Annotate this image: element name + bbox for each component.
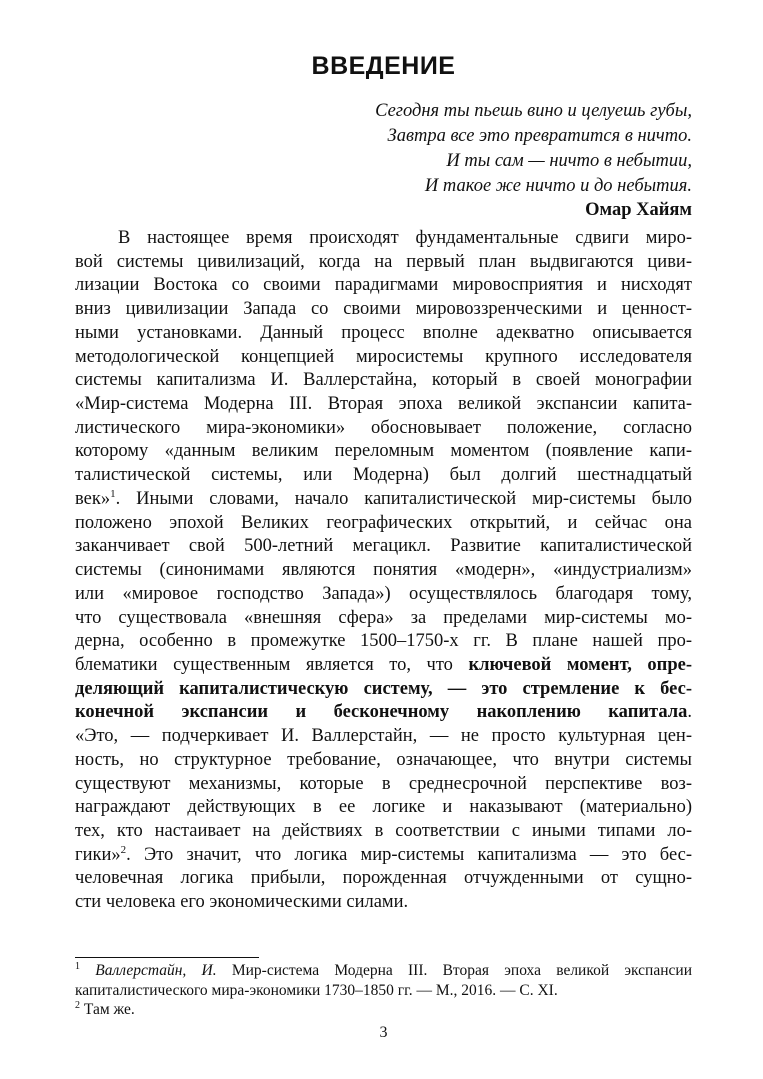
text-line: В настоящее время происходят фундаментальные сдвиги миро- [118, 228, 692, 248]
text-line: которому «данным великим переломным моментом (появление капи- [75, 441, 692, 462]
text-line: системы (синонимами являются понятия «модерн», «индустриализм» [75, 560, 692, 581]
bold-fragment: конечной экспансии и бесконечному накоплению капитала [75, 702, 688, 723]
footnote-1 [75, 961, 692, 981]
text-fragment: . Это значит, что логика мир-системы капитализма — это бес- [126, 844, 692, 865]
text-line: талистической системы, или Модерна) был долгий шестнадцатый [75, 465, 692, 486]
text-line: методологической концепцией миросистемы крупного исследователя [75, 346, 692, 367]
footnote-1-cont: капиталистического мира-экономики 1730–1850 гг. — М., 2016. — С. XI. [75, 981, 558, 999]
text-line: листического мира-экономики» обосновывает положение, согласно [75, 417, 692, 438]
text-line: ность, но структурное требование, означающее, что внутри системы [75, 749, 692, 770]
bold-fragment: ключевой момент, опре- [468, 654, 692, 675]
text-line: вой системы цивилизаций, когда на первый план выдвигаются циви- [75, 251, 692, 272]
text-line: тех, кто настаивает на действиях в соответствии с иными типами ло- [75, 820, 692, 841]
text-line: деляющий капиталистическую систему, — это стремление к бес- [75, 678, 692, 699]
text-line: или «мировое господство Запада») осуществлялось благодаря тому, [75, 583, 692, 604]
page-title: ВВЕДЕНИЕ [311, 52, 456, 80]
text-line: что существовала «внешняя сфера» за пределами мир-системы мо- [75, 607, 692, 628]
footnote-number: 1 [75, 961, 80, 972]
text-line: «Это, — подчеркивает И. Валлерстайн, — не просто культурная цен- [75, 726, 692, 747]
text-fragment: блематики существенным является то, что [75, 654, 469, 675]
text-line: дерна, особенно в промежутке 1500–1750-х гг. В плане нашей про- [75, 631, 692, 652]
text-line: награждают действующих в ее логике и наказывают (материально) [75, 797, 692, 818]
text-fragment: гики» [75, 844, 121, 865]
text-line: сти человека его экономическими силами. [75, 892, 409, 913]
footnote-2 [75, 1000, 692, 1020]
text-line [75, 654, 692, 678]
footnote-author: Валлерстайн, И. [95, 962, 217, 979]
footnote-ref[interactable]: 1 [110, 487, 116, 500]
footnote-text: Мир-система Модерна III. Вторая эпоха великой экспансии [216, 962, 692, 979]
text-line: системы капитализма И. Валлерстайна, который в своей монографии [75, 370, 692, 391]
text-fragment: . Иными словами, начало капиталистической мир-системы было [115, 488, 692, 509]
epigraph-line: Завтра все это превратится в ничто. [387, 126, 692, 146]
footnote-text: Там же. [80, 1001, 135, 1018]
text-line [75, 844, 692, 868]
text-fragment: век» [75, 488, 111, 509]
epigraph-line: И такое же ничто и до небытия. [424, 176, 692, 196]
text-line: вниз цивилизации Запада со своими мировоззренческими и ценност- [75, 299, 692, 320]
text-line [75, 488, 692, 512]
text-line [75, 701, 692, 725]
text-line: заканчивает свой 500-летний мегацикл. Развитие капиталистической [75, 536, 692, 557]
text-line: «Мир-система Модерна III. Вторая эпоха великой экспансии капита- [75, 394, 692, 415]
text-line: положено эпохой Великих географических открытий, и сейчас она [75, 512, 692, 533]
epigraph-author: Омар Хайям [585, 200, 692, 220]
text-line: ными установками. Данный процесс вполне адекватно описывается [75, 322, 692, 343]
text-fragment: . [687, 702, 692, 723]
page-number: 3 [379, 1024, 388, 1041]
text-line: лизации Востока со своими парадигмами мировосприятия и нисходят [75, 275, 692, 296]
body-paragraph [75, 227, 692, 915]
footnote-ref[interactable]: 2 [120, 843, 127, 856]
footnotes [75, 961, 692, 1020]
text-line: существуют механизмы, которые в среднесрочной перспективе воз- [75, 773, 692, 794]
footnote-number: 2 [75, 1000, 80, 1011]
footnote-divider [75, 957, 259, 958]
epigraph-line: Сегодня ты пьешь вино и целуешь губы, [375, 101, 692, 121]
text-line: человечная логика прибыли, порожденная отчужденными от сущно- [75, 868, 692, 889]
epigraph [375, 99, 692, 199]
epigraph-line: И ты сам — ничто в небытии, [446, 151, 692, 171]
